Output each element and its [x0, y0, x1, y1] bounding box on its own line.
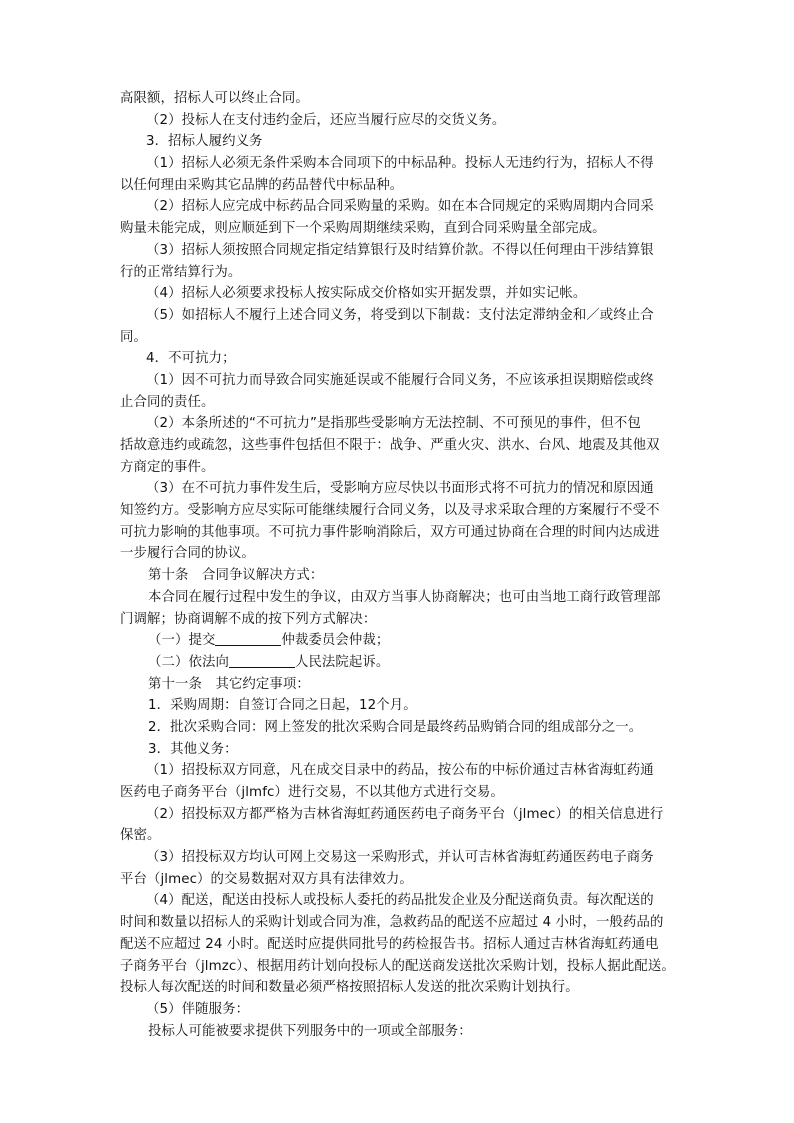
line-text: （2）招投标双方都严格为吉林省海虹药通医药电子商务平台（jlmec）的相关信息进行	[146, 806, 664, 822]
text-line	[120, 630, 685, 652]
text-line	[120, 131, 685, 153]
text-line	[120, 478, 685, 500]
text-line	[120, 413, 685, 435]
line-text: （二）依法向	[148, 654, 229, 670]
text-line	[120, 88, 685, 110]
line-text: （1）招标人必须无条件采购本合同项下的中标品种。投标人无违约行为，招标人不得	[146, 156, 654, 172]
line-text: 第十一条 其它约定事项：	[148, 676, 310, 692]
line-text: 方商定的事件。	[120, 459, 215, 475]
line-text: 医药电子商务平台（jlmfc）进行交易，不以其他方式进行交易。	[120, 785, 504, 800]
line-text: （2）投标人在支付违约金后，还应当履行应尽的交货义务。	[146, 112, 506, 128]
text-line	[120, 240, 685, 262]
line-text: 时间和数量以招标人的采购计划或合同为准，急救药品的配送不应超过 4 小时，一般药品的	[120, 915, 664, 931]
text-line	[120, 1021, 685, 1043]
text-line	[120, 283, 685, 305]
text-line	[120, 305, 685, 327]
text-line	[120, 977, 685, 999]
line-text: （3）在不可抗力事件发生后，受影响方应尽快以书面形式将不可抗力的情况和原因通	[146, 481, 654, 497]
line-text: 括故意违约或疏忽，这些事件包括但不限于：战争、严重火灾、洪水、台风、地震及其他双	[120, 438, 660, 453]
line-text: （1）因不可抗力而导致合同实施延误或不能履行合同义务，不应该承担误期赔偿或终	[146, 372, 654, 388]
text-line	[120, 999, 685, 1021]
text-line	[120, 609, 685, 631]
line-text: 保密。	[120, 828, 161, 844]
line-text: （5）伴随服务：	[146, 1001, 250, 1017]
line-text: （2）招标人应完成中标药品合同采购量的采购。如在本合同规定的采购周期内合同采	[146, 199, 654, 215]
text-line	[120, 717, 685, 739]
fill-in-blank	[229, 653, 295, 668]
line-text: 3．招标人履约义务	[146, 134, 263, 150]
text-line	[120, 196, 685, 218]
text-line	[120, 847, 685, 869]
text-line	[120, 869, 685, 891]
text-line	[120, 348, 685, 370]
text-line	[120, 327, 685, 349]
text-line	[120, 652, 685, 674]
line-text: 1．采购周期：自签订合同之日起，12个月。	[148, 698, 417, 714]
text-line	[120, 565, 685, 587]
line-text: 以任何理由采购其它品牌的药品替代中标品种。	[120, 177, 404, 193]
line-text: 本合同在履行过程中发生的争议，由双方当事人协商解决；也可由当地工商行政管理部	[148, 589, 661, 605]
text-line	[120, 912, 685, 934]
fill-in-blank	[215, 631, 281, 646]
text-line	[120, 739, 685, 761]
line-text: 止合同的责任。	[120, 394, 215, 410]
text-line	[120, 262, 685, 284]
line-text: （2）本条所述的“不可抗力”是指那些受影响方无法控制、不可预见的事件，但不包	[146, 416, 641, 432]
line-text: 子商务平台（jlmzc）、根据用药计划向投标人的配送商发送批次采购计划，投标人据此配送。	[120, 958, 675, 974]
text-line	[120, 457, 685, 479]
line-text: （3）招标人须按照合同规定指定结算银行及时结算价款。不得以任何理由干涉结算银	[146, 242, 654, 258]
text-line	[120, 782, 685, 804]
text-line	[120, 760, 685, 782]
line-text: 2．批次采购合同：网上签发的批次采购合同是最终药品购销合同的组成部分之一。	[148, 719, 643, 735]
line-text: 同。	[120, 329, 147, 345]
line-text: （一）提交	[148, 633, 216, 649]
text-line	[120, 522, 685, 544]
line-text: （4）配送，配送由投标人或投标人委托的药品批发企业及分配送商负责。每次配送的	[146, 893, 654, 909]
line-text: 知签约方。受影响方应尽实际可能继续履行合同义务，以及寻求采取合理的方案履行不受不	[120, 503, 660, 519]
line-text: 平台（jlmec）的交易数据对双方具有法律效力。	[120, 871, 413, 887]
line-text: 3．其他义务：	[148, 741, 238, 757]
line-text: 一步履行合同的协议。	[120, 546, 255, 562]
line-text: （4）招标人必须要求投标人按实际成交价格如实开据发票，并如实记帐。	[146, 286, 587, 302]
text-line	[120, 153, 685, 175]
line-text: （5）如招标人不履行上述合同义务，将受到以下制裁：支付法定滞纳金和／或终止合	[146, 307, 654, 323]
line-text: 行的正常结算行为。	[120, 264, 242, 280]
text-line	[120, 934, 685, 956]
text-line	[120, 587, 685, 609]
text-line	[120, 890, 685, 912]
text-line	[120, 695, 685, 717]
document-page	[120, 88, 685, 1042]
text-line	[120, 500, 685, 522]
text-line	[120, 218, 685, 240]
line-text: 门调解；协商调解不成的按下列方式解决：	[120, 611, 377, 627]
line-text-after-blank: 人民法院起诉。	[294, 654, 390, 670]
text-line	[120, 175, 685, 197]
line-text: 投标人每次配送的时间和数量必须严格按照招标人发送的批次采购计划执行。	[120, 980, 579, 996]
line-text: 4．不可抗力；	[146, 351, 236, 367]
line-text: （1）招投标双方同意，凡在成交目录中的药品，按公布的中标价通过吉林省海虹药通	[146, 763, 654, 779]
text-line	[120, 804, 685, 826]
text-line	[120, 435, 685, 457]
text-line	[120, 674, 685, 696]
line-text: 投标人可能被要求提供下列服务中的一项或全部服务：	[148, 1023, 472, 1039]
line-text: 高限额，招标人可以终止合同。	[120, 91, 309, 106]
line-text: 可抗力影响的其他事项。不可抗力事件影响消除后，双方可通过协商在合理的时间内达成进	[120, 524, 660, 540]
text-line	[120, 825, 685, 847]
line-text: （3）招投标双方均认可网上交易这一采购形式，并认可吉林省海虹药通医药电子商务	[146, 850, 654, 866]
text-line	[120, 370, 685, 392]
text-line	[120, 956, 685, 978]
line-text: 配送不应超过 24 小时。配送时应提供同批号的药检报告书。招标人通过吉林省海虹药通电	[120, 936, 659, 952]
text-line	[120, 392, 685, 414]
text-line	[120, 110, 685, 132]
text-line	[120, 543, 685, 565]
line-text: 购量未能完成，则应顺延到下一个采购周期继续采购，直到合同采购量全部完成。	[120, 221, 606, 237]
line-text: 第十条 合同争议解决方式：	[148, 568, 324, 584]
line-text-after-blank: 仲裁委员会仲裁；	[281, 633, 390, 649]
